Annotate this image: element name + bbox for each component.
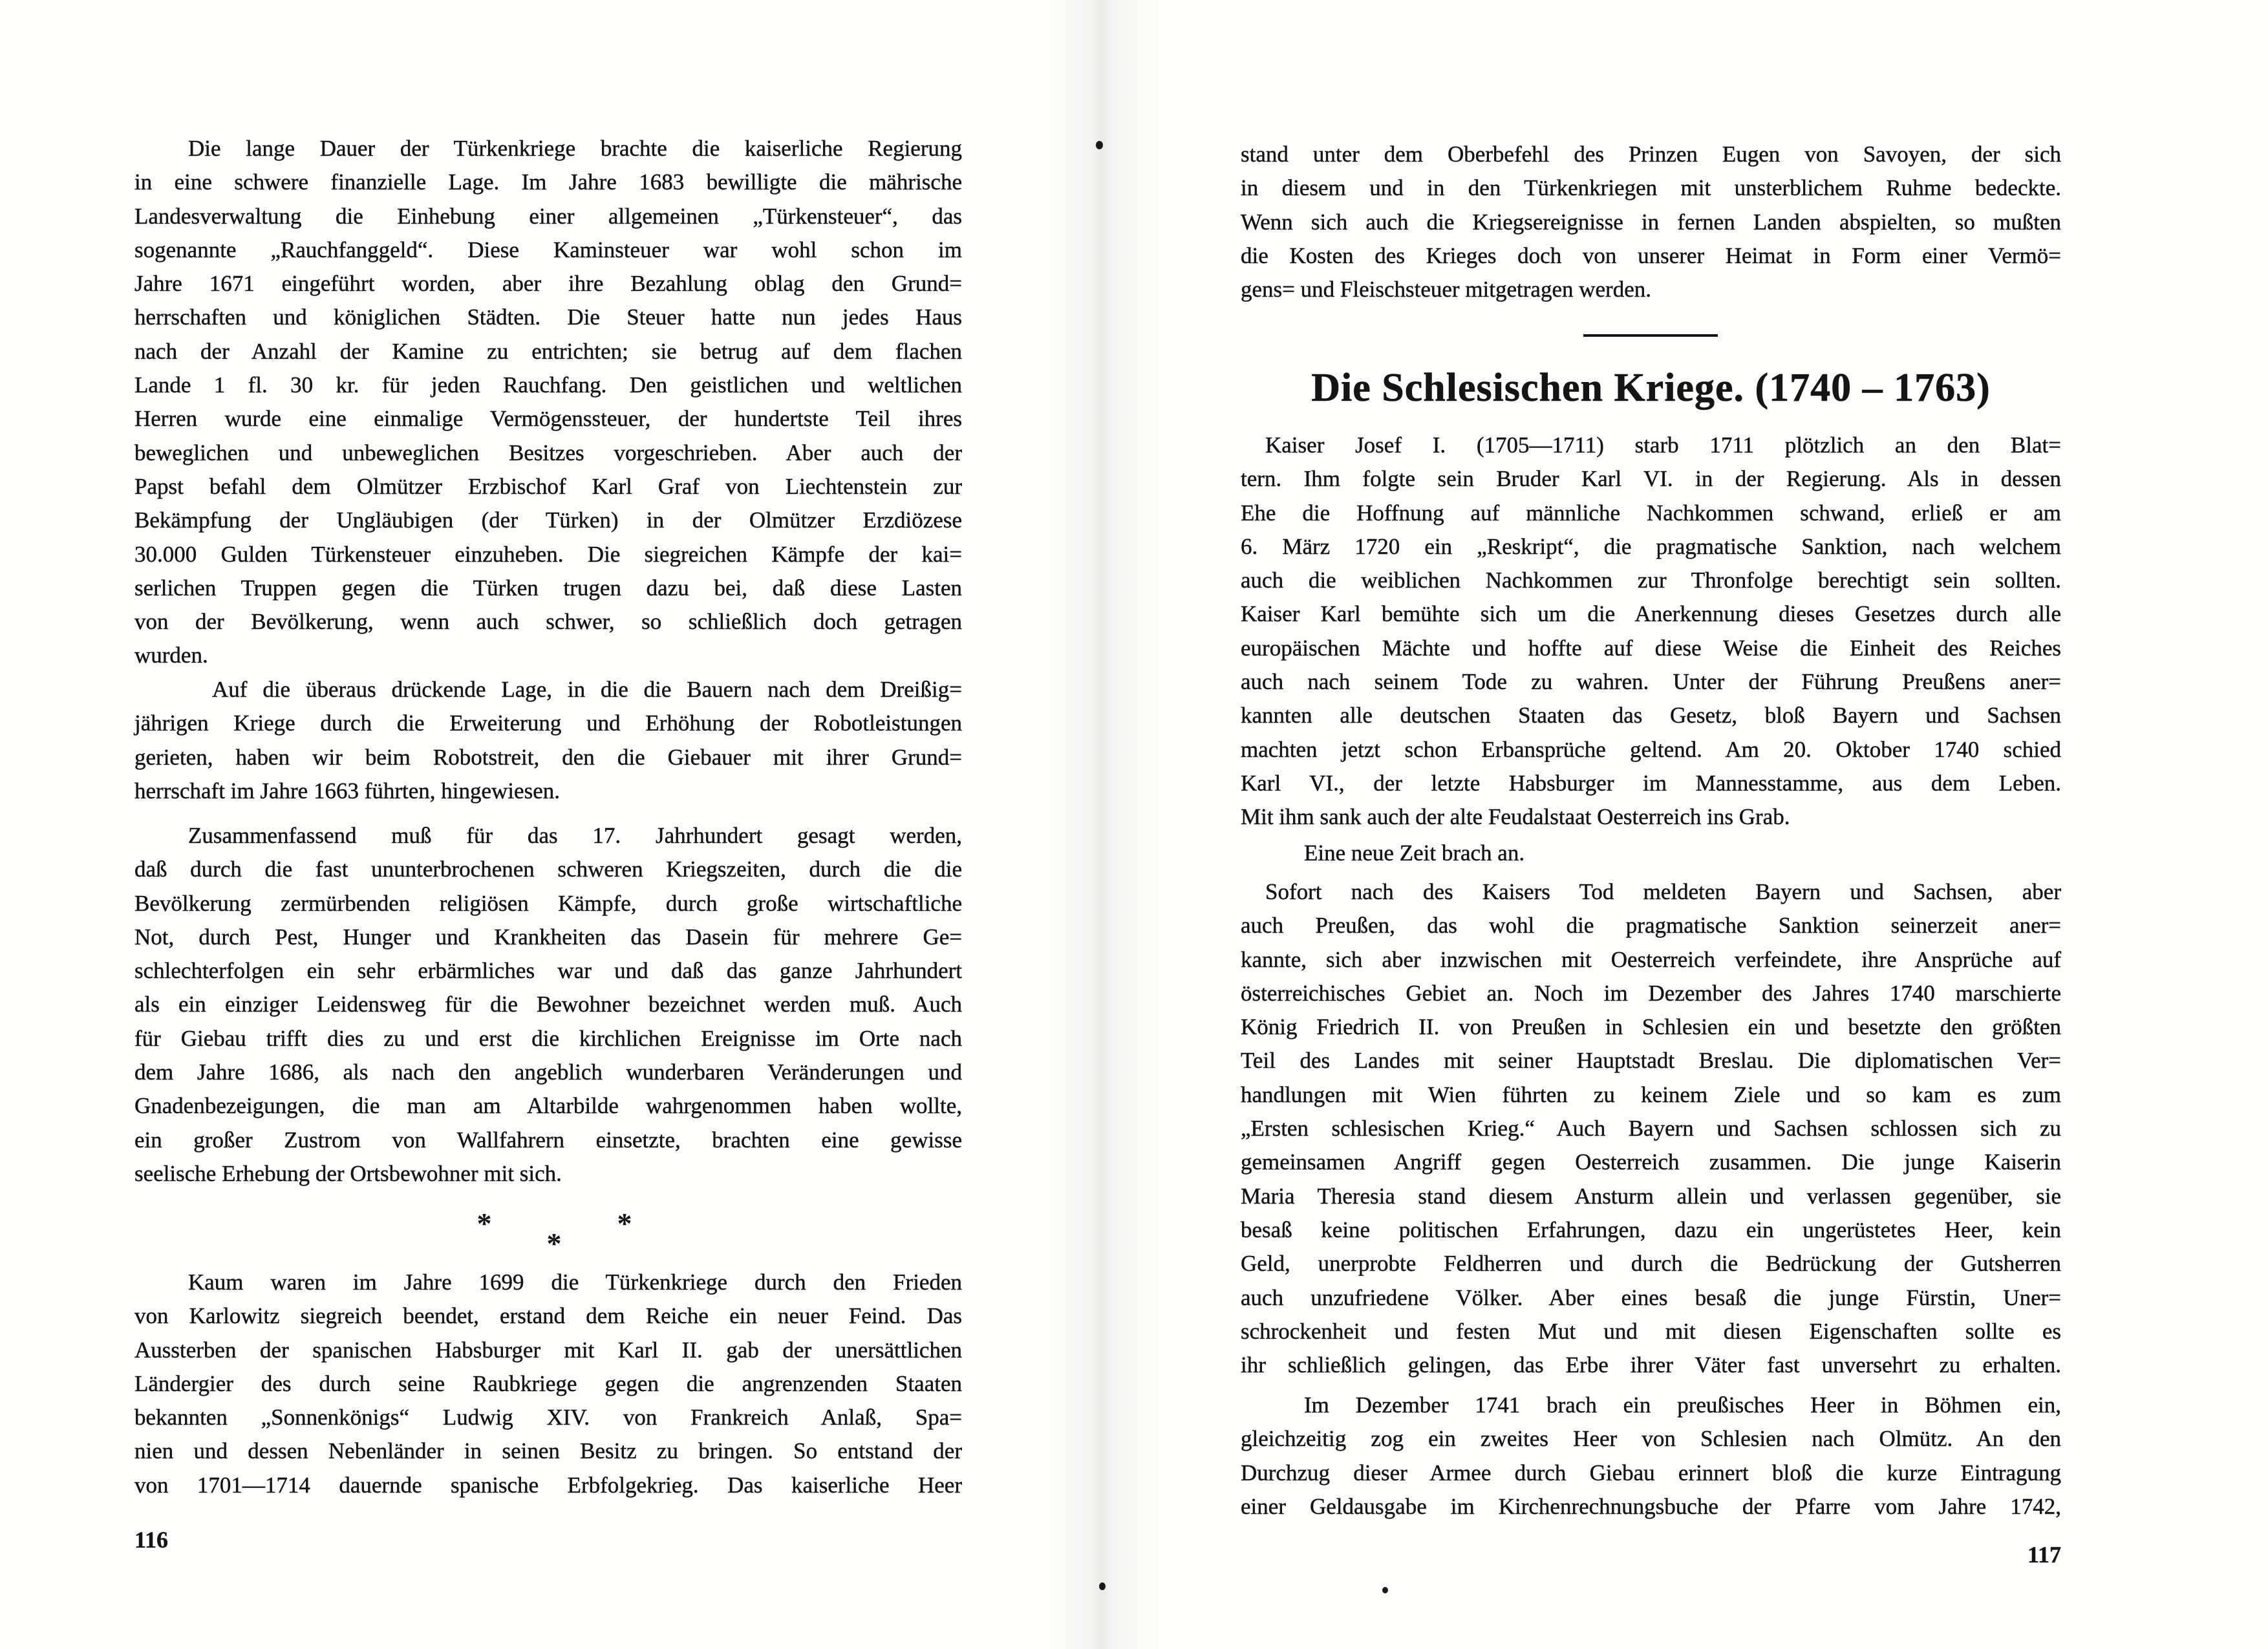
- text-line: dem Jahre 1686, als nach den angeblich wunderbaren Veränderungen und: [134, 1059, 962, 1085]
- text-line: beweglichen und unbeweglichen Besitzes vorgeschrieben. Aber auch der: [134, 440, 962, 465]
- paragraph: [1241, 138, 2061, 306]
- section-break-asterisk: *: [546, 1227, 562, 1260]
- text-line: Not, durch Pest, Hunger und Krankheiten das Dasein für mehrere Ge=: [134, 924, 962, 950]
- text-line: Wenn sich auch die Kriegsereignisse in fernen Landen abspielten, so mußten: [1241, 209, 2061, 235]
- text-line: in eine schwere finanzielle Lage. Im Jahre 1683 bewilligte die mährische: [134, 169, 962, 195]
- text-line: Geld, unerprobte Feldherren und durch die Bedrückung der Gutsherren: [1241, 1251, 2061, 1277]
- text-line: schrockenheit und festen Mut und mit diesen Eigenschaften sollte es: [1241, 1318, 2061, 1344]
- text-line: in diesem und in den Türkenkriegen mit unsterblichem Ruhme bedeckte.: [1241, 175, 2061, 201]
- text-line: gens= und Fleischsteuer mitgetragen werden.: [1241, 277, 1651, 303]
- text-line: bekannten „Sonnenkönigs“ Ludwig XIV. von Frankreich Anlaß, Spa=: [134, 1405, 962, 1431]
- text-line: tern. Ihm folgte sein Bruder Karl VI. in der Regierung. Als in dessen: [1241, 466, 2061, 492]
- text-line: gleichzeitig zog ein zweites Heer von Schlesien nach Olmütz. An den: [1241, 1426, 2061, 1452]
- text-line: herrschaften und königlichen Städten. Die Steuer hatte nun jedes Haus: [134, 304, 962, 330]
- text-line: Sofort nach des Kaisers Tod meldeten Bayern und Sachsen, aber: [1265, 879, 2061, 904]
- scan-speck: [1096, 141, 1103, 149]
- scan-speck: [1382, 1587, 1388, 1593]
- section-rule: [1583, 334, 1718, 337]
- text-line: serlichen Truppen gegen die Türken trugen dazu bei, daß diese Lasten: [134, 575, 962, 601]
- text-line: einer Geldausgabe im Kirchenrechnungsbuche der Pfarre vom Jahre 1742,: [1241, 1493, 2061, 1519]
- text-line: auch die weiblichen Nachkommen zur Thronfolge berechtigt sein sollten.: [1241, 568, 2061, 593]
- text-line: Gnadenbezeigungen, die man am Altarbilde wahrgenommen haben wollte,: [134, 1093, 962, 1119]
- text-line: für Giebau trifft dies zu und erst die kirchlichen Ereignisse im Orte nach: [134, 1025, 962, 1051]
- page-number: 117: [2027, 1542, 2061, 1568]
- paragraph: [1241, 429, 2061, 835]
- text-line: Im Dezember 1741 brach ein preußisches Heer in Böhmen ein,: [1304, 1392, 2061, 1418]
- text-line: als ein einziger Leidensweg für die Bewohner bezeichnet werden muß. Auch: [134, 992, 962, 1017]
- paragraph: [134, 819, 962, 1191]
- text-line: daß durch die fast ununterbrochenen schweren Kriegszeiten, durch die die: [134, 856, 962, 882]
- text-line: sogenannte „Rauchfanggeld“. Diese Kaminsteuer war wohl schon im: [134, 237, 962, 262]
- text-line: „Ersten schlesischen Krieg.“ Auch Bayern und Sachsen schlossen sich zu: [1241, 1116, 2061, 1142]
- text-line: gemeinsamen Angriff gegen Oesterreich zusammen. Die junge Kaiserin: [1241, 1149, 2061, 1175]
- text-line: auch nach seinem Tode zu wahren. Unter der Führung Preußens aner=: [1241, 669, 2061, 695]
- text-line: kannten alle deutschen Staaten das Gesetz, bloß Bayern und Sachsen: [1241, 703, 2061, 729]
- text-line: Eine neue Zeit brach an.: [1304, 840, 1525, 866]
- page-number: 116: [134, 1527, 169, 1553]
- text-line: Lande 1 fl. 30 kr. für jeden Rauchfang. Den geistlichen und weltlichen: [134, 372, 962, 398]
- text-line: von der Bevölkerung, wenn auch schwer, so schließlich doch getragen: [134, 609, 962, 635]
- text-line: Teil des Landes mit seiner Hauptstadt Breslau. Die diplomatischen Ver=: [1241, 1048, 2061, 1074]
- paragraph: [1241, 875, 2061, 1382]
- text-line: Kaum waren im Jahre 1699 die Türkenkriege durch den Frieden: [188, 1270, 962, 1295]
- text-line: handlungen mit Wien führten zu keinem Ziele und so kam es zum: [1241, 1081, 2061, 1107]
- text-line: König Friedrich II. von Preußen in Schlesien ein und besetzte den größten: [1241, 1014, 2061, 1040]
- text-line: von Karlowitz siegreich beendet, erstand dem Reiche ein neuer Feind. Das: [134, 1303, 962, 1329]
- paragraph: [1241, 836, 2061, 870]
- text-line: machten jetzt schon Erbansprüche geltend. Am 20. Oktober 1740 schied: [1241, 736, 2061, 762]
- text-line: österreichisches Gebiet an. Noch im Dezember des Jahres 1740 marschierte: [1241, 980, 2061, 1006]
- text-line: Herren wurde eine einmalige Vermögenssteuer, der hundertste Teil ihres: [134, 406, 962, 432]
- text-line: gerieten, haben wir beim Robotstreit, den die Giebauer mit ihrer Grund=: [134, 744, 962, 770]
- text-line: Die lange Dauer der Türkenkriege brachte die kaiserliche Regierung: [188, 136, 962, 161]
- text-line: seelische Erhebung der Ortsbewohner mit sich.: [134, 1160, 562, 1186]
- text-line: nach der Anzahl der Kamine zu entrichten; sie betrug auf dem flachen: [134, 338, 962, 364]
- text-line: Bevölkerung zermürbenden religiösen Kämpfe, durch große wirtschaftliche: [134, 890, 962, 916]
- section-break-asterisk: *: [617, 1207, 632, 1240]
- text-line: stand unter dem Oberbefehl des Prinzen Eugen von Savoyen, der sich: [1241, 142, 2061, 167]
- text-line: Kaiser Karl bemühte sich um die Anerkennung dieses Gesetzes durch alle: [1241, 601, 2061, 627]
- text-line: von 1701—1714 dauernde spanische Erbfolgekrieg. Das kaiserliche Heer: [134, 1472, 962, 1498]
- text-line: auch Preußen, das wohl die pragmatische Sanktion seinerzeit aner=: [1241, 913, 2061, 939]
- section-break-asterisk: *: [476, 1207, 492, 1240]
- text-line: Mit ihm sank auch der alte Feudalstaat Oesterreich ins Grab.: [1241, 804, 1790, 830]
- text-line: Ehe die Hoffnung auf männliche Nachkommen schwand, erließ er am: [1241, 500, 2061, 526]
- paragraph: [134, 673, 962, 808]
- text-line: ein großer Zustrom von Wallfahrern einsetzte, brachten eine gewisse: [134, 1127, 962, 1153]
- text-line: wurden.: [134, 643, 208, 668]
- text-line: Zusammenfassend muß für das 17. Jahrhundert gesagt werden,: [188, 823, 962, 848]
- text-line: Jahre 1671 eingeführt worden, aber ihre Bezahlung oblag den Grund=: [134, 271, 962, 297]
- text-line: Landesverwaltung die Einhebung einer allgemeinen „Türkensteuer“, das: [134, 203, 962, 229]
- left-page: [0, 0, 1102, 1649]
- text-line: Maria Theresia stand diesem Ansturm allein und verlassen gegenüber, sie: [1241, 1183, 2061, 1209]
- text-line: Aussterben der spanischen Habsburger mit Karl II. gab der unersättlichen: [134, 1337, 962, 1363]
- text-line: kannte, sich aber inzwischen mit Oesterreich verfeindete, ihre Ansprüche auf: [1241, 946, 2061, 972]
- text-line: die Kosten des Krieges doch von unserer Heimat in Form einer Vermö=: [1241, 242, 2061, 268]
- chapter-heading: Die Schlesischen Kriege. (1740 – 1763): [1311, 366, 1991, 410]
- text-line: Kaiser Josef I. (1705—1711) starb 1711 plötzlich an den Blat=: [1265, 432, 2061, 458]
- text-line: Bekämpfung der Ungläubigen (der Türken) in der Olmützer Erzdiözese: [134, 507, 962, 533]
- paragraph: [134, 132, 962, 673]
- text-line: schlechterfolgen ein sehr erbärmliches war und daß das ganze Jahrhundert: [134, 958, 962, 984]
- text-line: Durchzug dieser Armee durch Giebau erinnert bloß die kurze Eintragung: [1241, 1460, 2061, 1485]
- text-line: Karl VI., der letzte Habsburger im Mannesstamme, aus dem Leben.: [1241, 770, 2061, 796]
- text-line: jährigen Kriege durch die Erweiterung und Erhöhung der Robotleistungen: [134, 710, 962, 736]
- paragraph: [1241, 1388, 2061, 1524]
- text-line: auch unzufriedene Völker. Aber eines besaß die junge Fürstin, Uner=: [1241, 1284, 2061, 1310]
- text-line: europäischen Mächte und hoffte auf diese Weise die Einheit des Reiches: [1241, 635, 2061, 661]
- text-line: 6. März 1720 ein „Reskript“, die pragmatische Sanktion, nach welchem: [1241, 533, 2061, 559]
- text-line: nien und dessen Nebenländer in seinen Besitz zu bringen. So entstand der: [134, 1438, 962, 1464]
- text-line: Auf die überaus drückende Lage, in die die Bauern nach dem Dreißig=: [212, 677, 962, 702]
- paragraph: [134, 1266, 962, 1502]
- scan-speck: [1099, 1582, 1106, 1590]
- text-line: Ländergier des durch seine Raubkriege gegen die angrenzenden Staaten: [134, 1370, 962, 1396]
- text-line: ihr schließlich gelingen, das Erbe ihrer Väter fast unversehrt zu erhalten.: [1241, 1352, 2061, 1378]
- text-line: Papst befahl dem Olmützer Erzbischof Karl Graf von Liechtenstein zur: [134, 473, 962, 499]
- text-line: herrschaft im Jahre 1663 führten, hingewiesen.: [134, 778, 560, 803]
- text-line: 30.000 Gulden Türkensteuer einzuheben. Die siegreichen Kämpfe der kai=: [134, 541, 962, 567]
- right-page: [1102, 0, 2268, 1649]
- text-line: besaß keine politischen Erfahrungen, dazu ein ungerüstetes Heer, kein: [1241, 1217, 2061, 1242]
